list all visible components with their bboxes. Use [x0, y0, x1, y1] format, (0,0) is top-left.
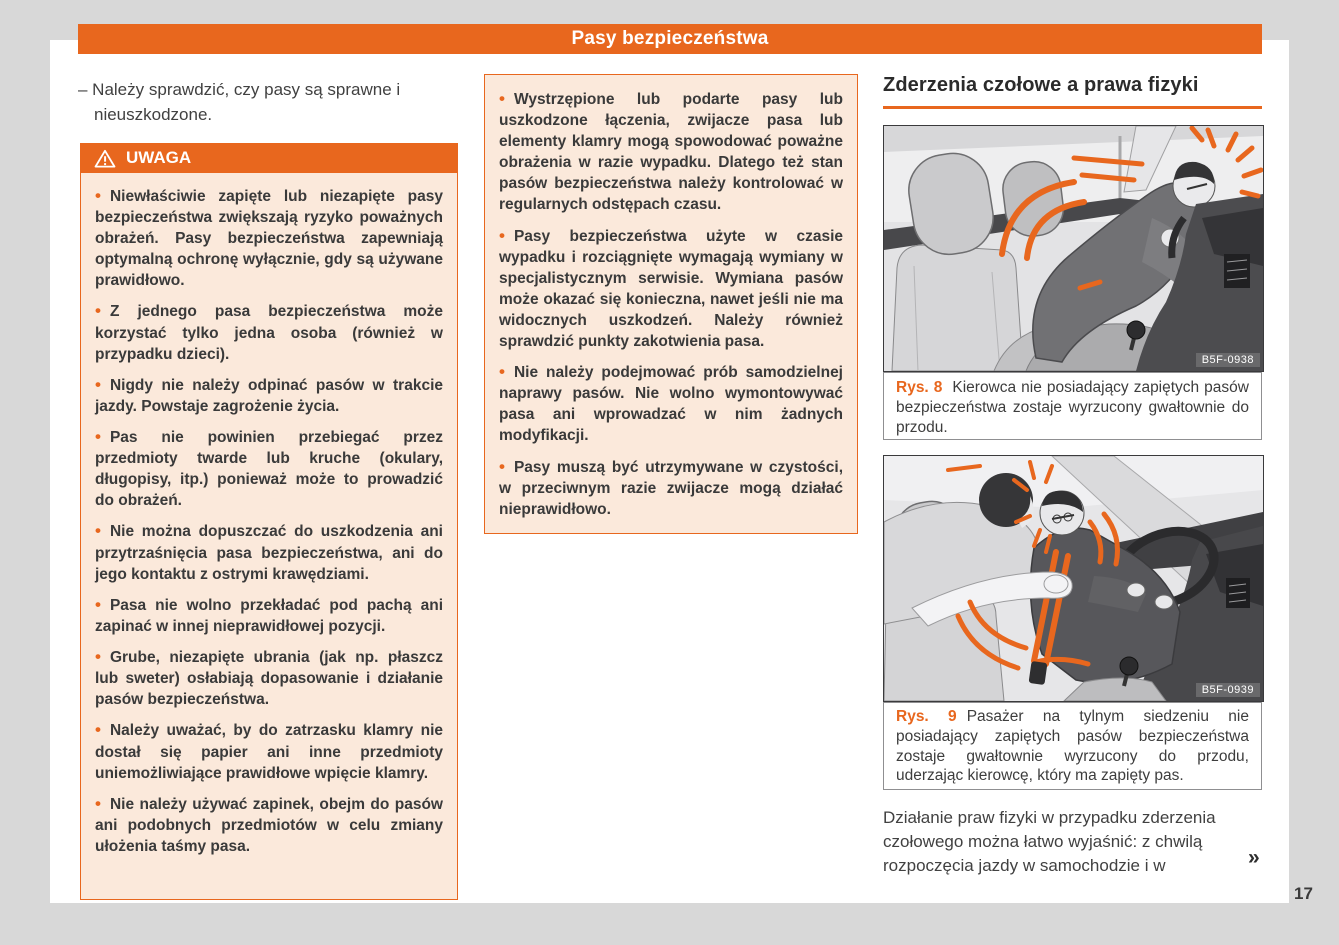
- warning-item-text: Należy uważać, by do zatrzasku klamry nie dostał się papier ani inne przedmioty uniemożliwiające prawidłowe wpięcie klamry.: [95, 722, 443, 782]
- warning-item: [95, 299, 443, 364]
- warning-item: [95, 184, 443, 291]
- crash-passenger-illustration: [884, 456, 1263, 701]
- warning-item-text: Nie należy podejmować prób samodzielnej naprawy pasów. Nie wolno wymontowywać pasa ani wprowadzać w nim żadnych modyfikacji.: [499, 364, 843, 445]
- warning-item: [95, 425, 443, 511]
- bullet-icon: [499, 459, 514, 476]
- figure-8-illustration: [883, 125, 1264, 372]
- figure-8-label: Rys. 8: [896, 379, 943, 396]
- warning-box-left: [80, 143, 458, 900]
- warning-box-body: [81, 174, 457, 899]
- figure-9-caption-text: Pasażer na tylnym siedzeniu nie posiadający zapiętych pasów bezpieczeństwa zostaje gwałtownie wyrzucony do przodu, uderzając kierowcę, który ma zapięty pas.: [896, 708, 1249, 785]
- bullet-icon: [95, 523, 110, 540]
- warning-item: [499, 224, 843, 353]
- warning-box-title: UWAGA: [126, 148, 192, 167]
- warning-item-text: Wystrzępione lub podarte pasy lub uszkodzone łączenia, zwijacze pasa lub elementy klamry mogą spowodować poważne obrażenia w razie wypadku. Dlatego też stan pasów bezpieczeństwa należy kontrolować w regularnych odstępach czasu.: [499, 91, 843, 214]
- figure-8-caption: [883, 372, 1262, 440]
- bullet-icon: [95, 722, 110, 739]
- bullet-icon: [95, 377, 110, 394]
- warning-box-header: [80, 143, 458, 173]
- warning-item: [95, 792, 443, 857]
- continuation-symbol: »: [1248, 846, 1260, 869]
- body-paragraph: Działanie praw fizyki w przypadku zderzenia czołowego można łatwo wyjaśnić: z chwilą rozpoczęcia jazdy w samochodzie i w: [883, 808, 1216, 876]
- warning-box-middle: [484, 74, 858, 534]
- warning-item: [499, 455, 843, 520]
- bullet-icon: [95, 303, 110, 320]
- bullet-icon: [499, 228, 514, 245]
- warning-item: [95, 645, 443, 710]
- warning-item: [95, 593, 443, 637]
- chapter-title-bar: [78, 24, 1262, 54]
- warning-item-text: Pas nie powinien przebiegać przez przedmioty twarde lub kruche (okulary, długopisy, itp.) ponieważ może to prowadzić do obrażeń.: [95, 429, 443, 510]
- section-heading: Zderzenia czołowe a prawa fizyki: [883, 74, 1199, 96]
- bullet-icon: [499, 364, 514, 381]
- page-number: 17: [1294, 884, 1313, 903]
- warning-item: [95, 519, 443, 584]
- warning-item-text: Pasa nie wolno przekładać pod pachą ani zapinać w innej nieprawidłowej pozycji.: [95, 596, 443, 635]
- figure-9-illustration: [883, 455, 1264, 702]
- warning-triangle-icon: [94, 149, 116, 168]
- bullet-icon: [95, 188, 110, 205]
- warning-item-text: Nie można dopuszczać do uszkodzenia ani przytrzaśnięcia pasa bezpieczeństwa, ani do jego kontaktu z ostrymi krawędziami.: [95, 523, 443, 583]
- figure-8-caption-text: Kierowca nie posiadający zapiętych pasów bezpieczeństwa zostaje wyrzucony gwałtownie do przodu.: [896, 379, 1249, 436]
- crash-driver-illustration: [884, 126, 1263, 371]
- warning-item-text: Pasy muszą być utrzymywane w czystości, w przeciwnym razie zwijacze mogą działać nieprawidłowo.: [499, 458, 843, 518]
- figure-code-label: B5F-0938: [1196, 353, 1260, 367]
- bullet-icon: [95, 597, 110, 614]
- bullet-icon: [95, 796, 110, 813]
- intro-paragraph: – Należy sprawdzić, czy pasy są sprawne i nieuszkodzone.: [78, 80, 401, 124]
- warning-item-text: Grube, niezapięte ubrania (jak np. płaszcz lub sweter) osłabiają dopasowanie i działanie pasów bezpieczeństwa.: [95, 649, 443, 709]
- bullet-icon: [95, 649, 110, 666]
- figure-code-label: B5F-0939: [1196, 683, 1260, 697]
- bullet-icon: [499, 91, 514, 108]
- bullet-icon: [95, 429, 110, 446]
- warning-item: [499, 87, 843, 216]
- warning-item: [499, 360, 843, 446]
- figure-9-label: Rys. 9: [896, 708, 957, 725]
- figure-9-caption: [883, 702, 1262, 790]
- warning-item-text: Nie należy używać zapinek, obejm do pasów ani podobnych przedmiotów w celu zmiany ułożenia taśmy pasa.: [95, 795, 443, 855]
- warning-item: [95, 373, 443, 417]
- warning-list: [95, 184, 443, 857]
- section-heading-rule: [883, 106, 1262, 109]
- warning-box-body: [485, 75, 857, 533]
- warning-list: [499, 87, 843, 520]
- chapter-title: Pasy bezpieczeństwa: [571, 28, 769, 49]
- warning-item-text: Z jednego pasa bezpieczeństwa może korzystać tylko jedna osoba (również w przypadku dzieci).: [95, 303, 443, 363]
- warning-item: [95, 718, 443, 783]
- warning-item-text: Nigdy nie należy odpinać pasów w trakcie jazdy. Powstaje zagrożenie życia.: [95, 376, 443, 415]
- warning-item-text: Niewłaściwie zapięte lub niezapięte pasy bezpieczeństwa zwiększają ryzyko poważnych obrażeń. Pasy bezpieczeństwa zapewniają optymalną ochronę wyłącznie, gdy są używane prawidłowo.: [95, 188, 443, 290]
- warning-item-text: Pasy bezpieczeństwa użyte w czasie wypadku i rozciągnięte wymagają wymiany w specjalistycznym serwisie. Wymiana pasów może okazać się konieczna, nawet jeśli nie ma widocznych uszkodzeń. Należy również sprawdzić punkty zakotwienia pasa.: [499, 227, 843, 351]
